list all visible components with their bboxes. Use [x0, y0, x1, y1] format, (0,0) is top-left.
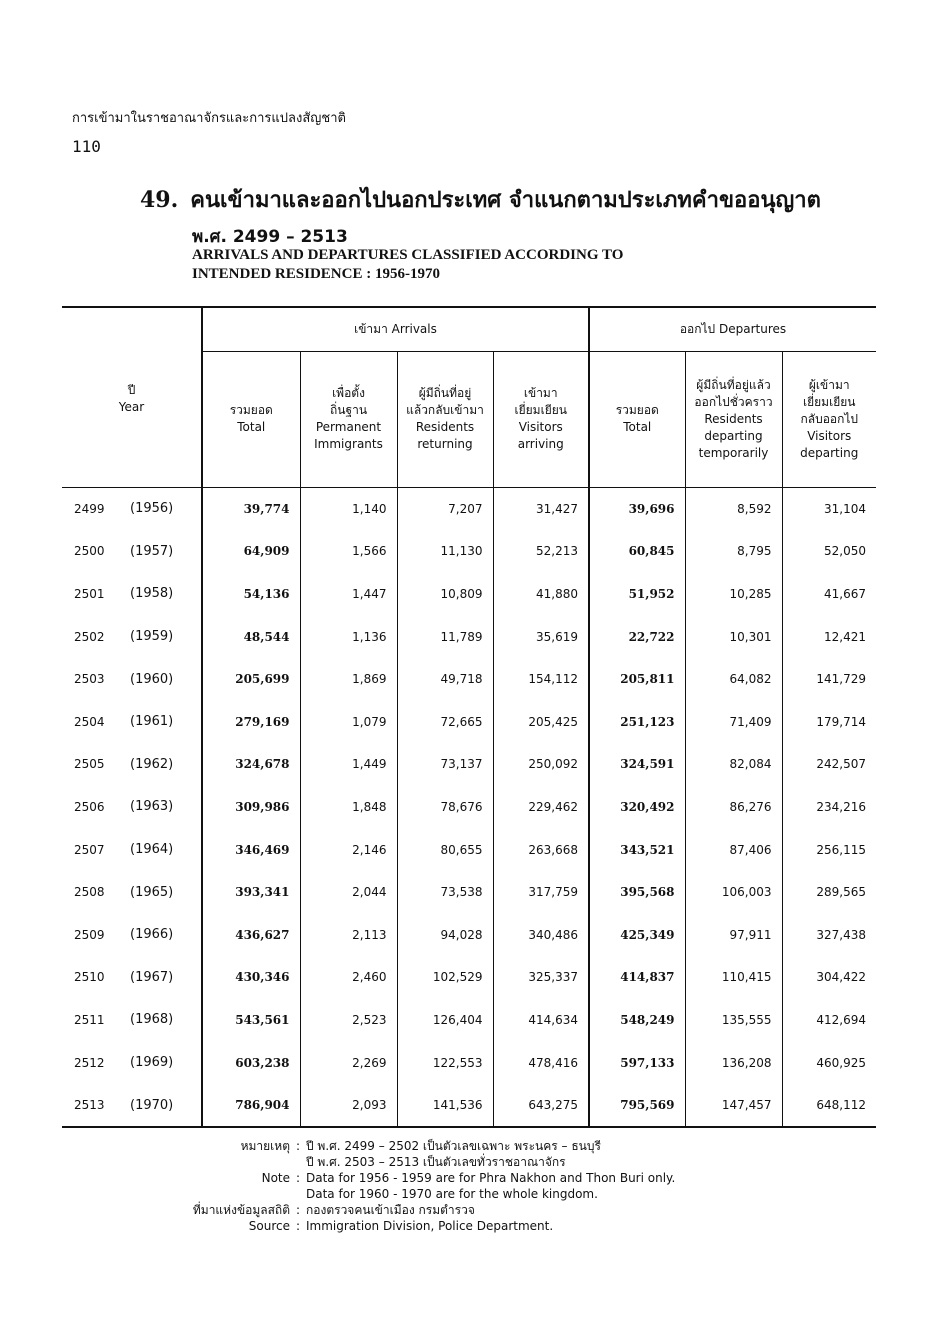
permanent-immigrants-cell: 1,079 — [300, 700, 397, 743]
permanent-immigrants-cell: 1,566 — [300, 530, 397, 573]
col-residents-returning — [397, 351, 493, 487]
permanent-immigrants-cell: 2,146 — [300, 828, 397, 871]
col-label-thai: ผู้มีถิ่นที่อยู่ — [418, 386, 472, 400]
col-visitors-arriving — [493, 351, 589, 487]
col-label-thai: ผู้เข้ามา — [808, 377, 850, 392]
residents-departing-cell: 10,301 — [685, 615, 782, 658]
residents-departing-cell: 110,415 — [685, 956, 782, 999]
residents-departing-cell: 106,003 — [685, 871, 782, 914]
visitors-arriving-cell: 317,759 — [493, 871, 589, 914]
arrivals-departures-table — [62, 306, 876, 1128]
residents-departing-cell: 86,276 — [685, 786, 782, 829]
residents-departing-cell: 8,795 — [685, 530, 782, 573]
year-be-cell: 2511 — [74, 1012, 105, 1027]
year-header-thai: ปี — [127, 382, 136, 397]
table-row — [62, 573, 876, 616]
note-english-label: Note — [261, 1171, 290, 1185]
col-label-english: Immigrants — [314, 437, 383, 451]
permanent-immigrants-cell: 1,447 — [300, 573, 397, 616]
permanent-immigrants-cell: 1,136 — [300, 615, 397, 658]
col-label-english: returning — [417, 437, 473, 451]
visitors-departing-cell: 304,422 — [782, 956, 876, 999]
year-be-cell: 2506 — [74, 799, 105, 814]
table-title-english — [192, 246, 623, 284]
arrivals-total-cell: 324,678 — [202, 743, 300, 786]
table-row — [62, 530, 876, 573]
col-label-english: Visitors — [807, 428, 852, 443]
year-ad-cell: (1957) — [130, 543, 174, 559]
visitors-arriving-cell: 643,275 — [493, 1084, 589, 1128]
residents-returning-cell: 126,404 — [397, 999, 493, 1042]
arrivals-total-cell: 543,561 — [202, 999, 300, 1042]
year-ad-cell: (1970) — [122, 1084, 202, 1128]
residents-departing-cell: 71,409 — [685, 700, 782, 743]
arrivals-total-cell: 64,909 — [202, 530, 300, 573]
visitors-departing-cell: 327,438 — [782, 913, 876, 956]
departures-total-cell: 395,568 — [589, 871, 685, 914]
year-be-cell: 2501 — [74, 586, 105, 601]
col-label-thai: แล้วกลับเข้ามา — [406, 403, 484, 417]
visitors-departing-cell: 31,104 — [782, 487, 876, 530]
table-row — [62, 913, 876, 956]
table-row — [62, 658, 876, 701]
year-ad-cell: (1969) — [130, 1055, 174, 1071]
source-thai-text: กองตรวจคนเข้าเมือง กรมตำรวจ — [306, 1203, 475, 1217]
source-thai-label: ที่มาแห่งข้อมูลสถิติ — [192, 1203, 290, 1217]
visitors-arriving-cell: 340,486 — [493, 913, 589, 956]
year-be-cell: 2500 — [74, 544, 105, 559]
visitors-departing-cell: 12,421 — [782, 615, 876, 658]
visitors-arriving-cell: 35,619 — [493, 615, 589, 658]
col-label-thai: รวมยอด — [229, 403, 273, 417]
visitors-departing-cell: 242,507 — [782, 743, 876, 786]
note-thai-label: หมายเหตุ — [240, 1139, 290, 1153]
departures-total-cell: 548,249 — [589, 999, 685, 1042]
residents-departing-cell: 136,208 — [685, 1041, 782, 1084]
residents-departing-cell: 82,084 — [685, 743, 782, 786]
residents-returning-cell: 94,028 — [397, 913, 493, 956]
table-title-thai — [140, 182, 821, 217]
col-label-thai: เพื่อตั้ง — [332, 386, 365, 400]
permanent-immigrants-cell: 2,460 — [300, 956, 397, 999]
col-permanent-immigrants — [300, 351, 397, 487]
departures-total-cell: 51,952 — [589, 573, 685, 616]
col-label-thai: รวมยอด — [615, 403, 659, 417]
title-english-line1: ARRIVALS AND DEPARTURES CLASSIFIED ACCORDING TO — [192, 247, 624, 263]
residents-returning-cell: 11,130 — [397, 530, 493, 573]
col-label-english: Permanent — [315, 420, 382, 434]
residents-departing-cell: 135,555 — [685, 999, 782, 1042]
year-be-cell: 2503 — [74, 672, 105, 687]
visitors-arriving-cell: 154,112 — [493, 658, 589, 701]
table-row — [62, 956, 876, 999]
col-label-english: Total — [623, 420, 652, 434]
notes-block — [170, 1138, 675, 1234]
arrivals-total-cell: 393,341 — [202, 871, 300, 914]
permanent-immigrants-cell: 2,523 — [300, 999, 397, 1042]
note-thai-line-1: ปี พ.ศ. 2499 – 2502 เป็นตัวเลขเฉพาะ พระนคร – ธนบุรี — [306, 1139, 601, 1153]
residents-departing-cell: 8,592 — [685, 487, 782, 530]
year-be-cell: 2512 — [74, 1055, 105, 1070]
year-be-cell: 2509 — [74, 927, 105, 942]
residents-returning-cell: 78,676 — [397, 786, 493, 829]
col-label-thai: เยี่ยมเยียน — [803, 394, 856, 409]
permanent-immigrants-cell: 2,269 — [300, 1041, 397, 1084]
year-ad-cell: (1960) — [130, 671, 174, 687]
departures-total-cell: 22,722 — [589, 615, 685, 658]
arrivals-total-cell: 205,699 — [202, 658, 300, 701]
permanent-immigrants-cell: 1,848 — [300, 786, 397, 829]
departures-total-cell: 414,837 — [589, 956, 685, 999]
arrivals-total-cell: 279,169 — [202, 700, 300, 743]
arrivals-total-cell: 39,774 — [202, 487, 300, 530]
visitors-departing-cell: 460,925 — [782, 1041, 876, 1084]
table-row — [62, 615, 876, 658]
title-thai-period: พ.ศ. 2499 – 2513 — [192, 227, 348, 247]
col-label-thai: ผู้มีถิ่นที่อยู่แล้ว — [696, 377, 771, 392]
arrivals-header: เข้ามา Arrivals — [202, 307, 589, 351]
residents-returning-cell: 73,538 — [397, 871, 493, 914]
departures-total-cell: 39,696 — [589, 487, 685, 530]
note-thai-row-2 — [170, 1154, 675, 1170]
permanent-immigrants-cell: 1,869 — [300, 658, 397, 701]
table-number: 49. — [140, 187, 179, 213]
col-label-thai: กลับออกไป — [800, 411, 859, 426]
visitors-arriving-cell: 229,462 — [493, 786, 589, 829]
residents-departing-cell: 64,082 — [685, 658, 782, 701]
residents-returning-cell: 80,655 — [397, 828, 493, 871]
source-english-text: Immigration Division, Police Department. — [306, 1219, 554, 1233]
col-label-english: Total — [237, 420, 266, 434]
year-header-english: Year — [118, 399, 145, 414]
year-ad-cell: (1965) — [130, 884, 174, 900]
residents-departing-cell: 97,911 — [685, 913, 782, 956]
table-row — [62, 999, 876, 1042]
year-be-cell: 2505 — [74, 757, 105, 772]
running-head: การเข้ามาในราชอาณาจักรและการแปลงสัญชาติ — [72, 111, 346, 126]
visitors-departing-cell: 256,115 — [782, 828, 876, 871]
visitors-arriving-cell: 52,213 — [493, 530, 589, 573]
arrivals-total-cell: 786,904 — [202, 1084, 300, 1128]
visitors-departing-cell: 41,667 — [782, 573, 876, 616]
arrivals-total-cell: 436,627 — [202, 913, 300, 956]
arrivals-total-cell: 48,544 — [202, 615, 300, 658]
title-thai-text: คนเข้ามาและออกไปนอกประเทศ จำแนกตามประเภทคำขออนุญาต — [190, 188, 821, 213]
year-be-cell: 2510 — [74, 970, 105, 985]
residents-departing-cell: 87,406 — [685, 828, 782, 871]
residents-returning-cell: 122,553 — [397, 1041, 493, 1084]
year-be-cell: 2499 — [74, 501, 105, 516]
departures-total-cell: 60,845 — [589, 530, 685, 573]
year-be-cell: 2508 — [74, 885, 105, 900]
table-row — [62, 487, 876, 530]
col-label-english: temporarily — [698, 445, 769, 460]
arrivals-total-cell: 346,469 — [202, 828, 300, 871]
year-be-cell: 2507 — [74, 842, 105, 857]
year-ad-cell: (1958) — [130, 586, 174, 602]
year-ad-cell: (1961) — [130, 714, 174, 730]
table-row — [62, 1084, 876, 1128]
col-label-thai: ออกไปชั่วคราว — [694, 394, 773, 409]
visitors-departing-cell: 52,050 — [782, 530, 876, 573]
permanent-immigrants-cell: 1,449 — [300, 743, 397, 786]
arrivals-total-cell: 603,238 — [202, 1041, 300, 1084]
departures-total-cell: 251,123 — [589, 700, 685, 743]
departures-total-cell: 343,521 — [589, 828, 685, 871]
year-ad-cell: (1968) — [130, 1012, 174, 1028]
note-thai-row-1: หมายเหตุ : ปี พ.ศ. 2499 – 2502 เป็นตัวเลขเฉพาะ พระนคร – ธนบุรี — [170, 1138, 675, 1154]
arrivals-total-cell: 309,986 — [202, 786, 300, 829]
visitors-departing-cell: 412,694 — [782, 999, 876, 1042]
table-row — [62, 871, 876, 914]
note-english-line-2: Data for 1960 - 1970 are for the whole kingdom. — [306, 1187, 598, 1201]
table-row — [62, 786, 876, 829]
permanent-immigrants-cell: 2,093 — [300, 1084, 397, 1128]
residents-departing-cell: 10,285 — [685, 573, 782, 616]
col-label-thai: เข้ามา — [523, 386, 558, 400]
note-thai-line-2: ปี พ.ศ. 2503 – 2513 เป็นตัวเลขทั่วราชอาณาจักร — [306, 1155, 566, 1169]
col-residents-departing — [685, 351, 782, 487]
col-label-english: arriving — [517, 437, 564, 451]
visitors-arriving-cell: 41,880 — [493, 573, 589, 616]
year-ad-cell: (1962) — [130, 756, 174, 772]
residents-returning-cell: 10,809 — [397, 573, 493, 616]
title-english-line2: INTENDED RESIDENCE : 1956-1970 — [192, 266, 440, 282]
col-label-english: departing — [800, 445, 859, 460]
table-row — [62, 1041, 876, 1084]
year-ad-cell: (1964) — [130, 842, 174, 858]
note-english-line-1: Data for 1956 - 1959 are for Phra Nakhon and Thon Buri only. — [306, 1171, 676, 1185]
source-english-label: Source — [248, 1219, 290, 1233]
col-arrivals-total — [202, 351, 300, 487]
residents-returning-cell: 7,207 — [397, 487, 493, 530]
source-english-row: Source : Immigration Division, Police Department. — [170, 1218, 675, 1234]
table-row — [62, 828, 876, 871]
permanent-immigrants-cell: 2,044 — [300, 871, 397, 914]
departures-total-cell: 324,591 — [589, 743, 685, 786]
visitors-arriving-cell: 478,416 — [493, 1041, 589, 1084]
visitors-departing-cell: 179,714 — [782, 700, 876, 743]
year-ad-cell: (1956) — [130, 501, 174, 517]
year-be-cell: 2513 — [62, 1084, 122, 1128]
year-ad-cell: (1959) — [130, 629, 174, 645]
residents-returning-cell: 102,529 — [397, 956, 493, 999]
page-number: 110 — [72, 137, 101, 156]
year-be-cell: 2502 — [74, 629, 105, 644]
table-body — [62, 487, 876, 1127]
col-label-english: Visitors — [518, 420, 563, 434]
departures-total-cell: 425,349 — [589, 913, 685, 956]
table-row — [62, 743, 876, 786]
visitors-departing-cell: 289,565 — [782, 871, 876, 914]
arrivals-total-cell: 54,136 — [202, 573, 300, 616]
col-label-english: departing — [704, 428, 763, 443]
departures-total-cell: 320,492 — [589, 786, 685, 829]
residents-returning-cell: 11,789 — [397, 615, 493, 658]
residents-returning-cell: 141,536 — [397, 1084, 493, 1128]
year-ad-cell: (1967) — [130, 969, 174, 985]
visitors-arriving-cell: 31,427 — [493, 487, 589, 530]
permanent-immigrants-cell: 2,113 — [300, 913, 397, 956]
arrivals-total-cell: 430,346 — [202, 956, 300, 999]
visitors-arriving-cell: 325,337 — [493, 956, 589, 999]
residents-returning-cell: 73,137 — [397, 743, 493, 786]
col-label-english: Residents — [415, 420, 475, 434]
year-be-cell: 2504 — [74, 714, 105, 729]
visitors-arriving-cell: 414,634 — [493, 999, 589, 1042]
col-label-english: Residents — [704, 411, 763, 426]
permanent-immigrants-cell: 1,140 — [300, 487, 397, 530]
visitors-departing-cell: 234,216 — [782, 786, 876, 829]
residents-departing-cell: 147,457 — [685, 1084, 782, 1128]
departures-total-cell: 597,133 — [589, 1041, 685, 1084]
visitors-arriving-cell: 263,668 — [493, 828, 589, 871]
source-thai-row: ที่มาแห่งข้อมูลสถิติ : กองตรวจคนเข้าเมือง กรมตำรวจ — [170, 1202, 675, 1218]
residents-returning-cell: 72,665 — [397, 700, 493, 743]
year-ad-cell: (1963) — [130, 799, 174, 815]
year-header — [62, 307, 202, 487]
visitors-departing-cell: 648,112 — [782, 1084, 876, 1128]
departures-total-cell: 205,811 — [589, 658, 685, 701]
col-visitors-departing — [782, 351, 876, 487]
year-ad-cell: (1966) — [130, 927, 174, 943]
visitors-arriving-cell: 250,092 — [493, 743, 589, 786]
visitors-arriving-cell: 205,425 — [493, 700, 589, 743]
col-label-thai: เยี่ยมเยียน — [514, 403, 567, 417]
note-english-row-2 — [170, 1186, 675, 1202]
note-english-row-1: Note : Data for 1956 - 1959 are for Phra Nakhon and Thon Buri only. — [170, 1170, 675, 1186]
departures-total-cell: 795,569 — [589, 1084, 685, 1128]
residents-returning-cell: 49,718 — [397, 658, 493, 701]
col-departures-total — [589, 351, 685, 487]
departures-header: ออกไป Departures — [589, 307, 876, 351]
visitors-departing-cell: 141,729 — [782, 658, 876, 701]
col-label-thai: ถิ่นฐาน — [329, 403, 368, 417]
table-row — [62, 700, 876, 743]
